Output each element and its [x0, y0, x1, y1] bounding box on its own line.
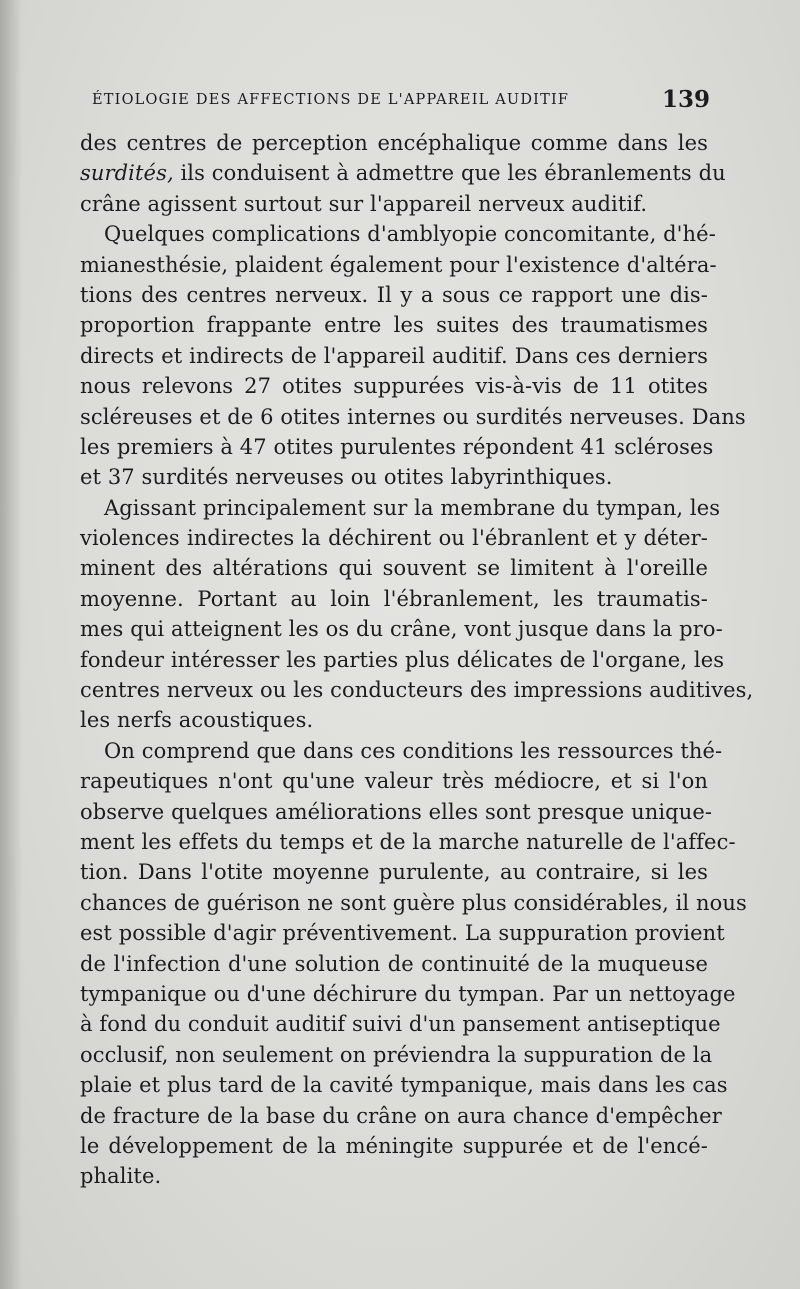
italic-term: surdités,: [80, 161, 174, 186]
text-line: scléreuses et de 6 otites internes ou surdités nerveuses. Dans: [80, 404, 746, 429]
page-header: [80, 86, 710, 120]
text-line: plaie et plus tard de la cavité tympanique, mais dans les cas: [80, 1073, 728, 1098]
text-line: tympanique ou d'une déchirure du tympan. Par un nettoyage: [80, 981, 736, 1006]
text-line: tion. Dans l'otite moyenne purulente, au contraire, si les: [80, 860, 708, 885]
text-line: chances de guérison ne sont guère plus considérables, il nous: [80, 890, 747, 915]
text-line: fondeur intéresser les parties plus délicates de l'organe, les: [80, 647, 725, 672]
text-line: [80, 158, 726, 188]
page-gutter-shadow: [0, 0, 22, 1289]
running-head: ÉTIOLOGIE DES AFFECTIONS DE L'APPAREIL AUDITIF: [92, 92, 570, 108]
text-line: nous relevons 27 otites suppurées vis-à-vis de 11 otites: [80, 374, 708, 399]
text-line: tions des centres nerveux. Il y a sous ce rapport une dis-: [80, 282, 708, 307]
body-text: [80, 128, 754, 1192]
text-line: proportion frappante entre les suites des traumatismes: [80, 313, 708, 338]
text-line: ment les effets du temps et de la marche naturelle de l'affec-: [80, 829, 736, 854]
text-line: occlusif, non seulement on préviendra la suppuration de la: [80, 1042, 713, 1067]
paragraph-start-line: Quelques complications d'amblyopie concomitante, d'hé-: [104, 222, 716, 247]
text-line: mes qui atteignent les os du crâne, vont jusque dans la pro-: [80, 617, 723, 642]
paragraph-start-line: On comprend que dans ces conditions les ressources thé-: [104, 738, 723, 763]
paragraph-start-line: Agissant principalement sur la membrane du tympan, les: [104, 495, 721, 520]
text-line: le développement de la méningite suppurée et de l'encé-: [80, 1133, 708, 1158]
text-fragment: ils conduisent à admettre que les ébranlements du: [173, 161, 726, 186]
text-line: et 37 surdités nerveuses ou otites labyrinthiques.: [80, 465, 613, 490]
text-line: moyenne. Portant au loin l'ébranlement, les traumatis-: [80, 586, 708, 611]
text-line: rapeutiques n'ont qu'une valeur très médiocre, et si l'on: [80, 769, 708, 794]
text-line: de l'infection d'une solution de continuité de la muqueuse: [80, 951, 708, 976]
text-line: observe quelques améliorations elles sont presque unique-: [80, 799, 713, 824]
text-line: les premiers à 47 otites purulentes répondent 41 scléroses: [80, 434, 714, 459]
text-line: à fond du conduit auditif suivi d'un pansement antiseptique: [80, 1012, 721, 1037]
page-number: 139: [661, 86, 710, 113]
text-line: directs et indirects de l'appareil auditif. Dans ces derniers: [80, 343, 708, 368]
text-line: mianesthésie, plaident également pour l'existence d'altéra-: [80, 252, 717, 277]
text-line: violences indirectes la déchirent ou l'ébranlent et y déter-: [80, 526, 708, 551]
text-line: est possible d'agir préventivement. La suppuration provient: [80, 921, 725, 946]
text-line: des centres de perception encéphalique comme dans les: [80, 131, 708, 155]
text-line: phalite.: [80, 1164, 162, 1189]
text-line: les nerfs acoustiques.: [80, 708, 314, 733]
text-line: minent des altérations qui souvent se limitent à l'oreille: [80, 556, 708, 581]
text-line: de fracture de la base du crâne on aura chance d'empêcher: [80, 1103, 722, 1128]
text-line: crâne agissent surtout sur l'appareil nerveux auditif.: [80, 191, 648, 216]
text-line: centres nerveux ou les conducteurs des impressions auditives,: [80, 678, 754, 703]
